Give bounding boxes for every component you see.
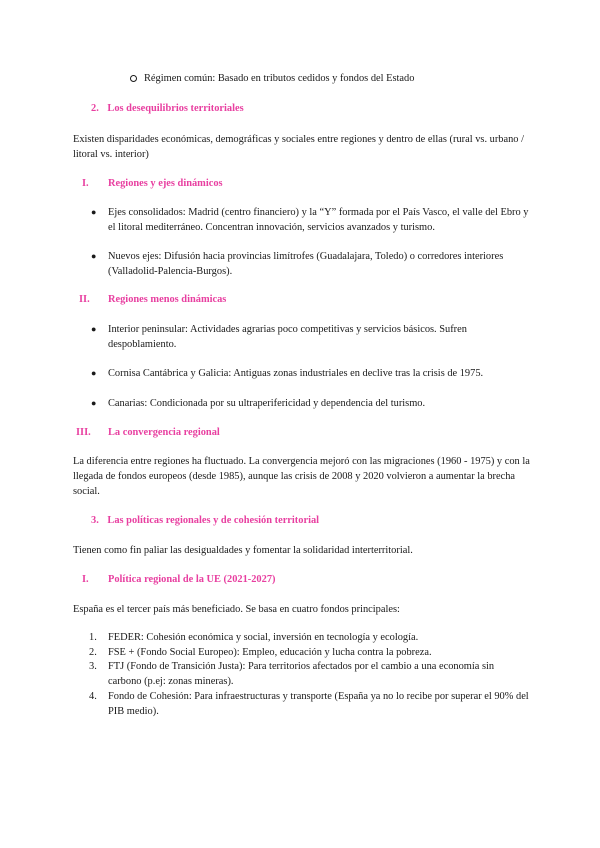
section-3-heading bbox=[91, 513, 319, 528]
numbered-item-number: 2. bbox=[89, 647, 97, 658]
list-item-text: Ejes consolidados: Madrid (centro financiero) y la “Y” formada por el País Vasco, el valle del Ebro y el litoral mediterráneo. Concentran innovación, servicios avanzados y turismo. bbox=[108, 207, 529, 233]
section-3-title: Las políticas regionales y de cohesión territorial bbox=[107, 515, 320, 526]
list-item-text: Nuevos ejes: Difusión hacia provincias limítrofes (Guadalajara, Toledo) o corredores interiores (Valladolid-Palencia-Burgos). bbox=[108, 251, 504, 277]
subsection-4-heading bbox=[82, 572, 276, 587]
subsection-1-heading bbox=[82, 176, 223, 191]
subsection-3-number: III. bbox=[76, 427, 91, 438]
sub-list-item-text: Régimen común: Basado en tributos cedidos y fondos del Estado bbox=[144, 73, 415, 84]
section-3-number: 3. bbox=[91, 515, 99, 526]
numbered-item-text: Fondo de Cohesión: Para infraestructuras y transporte (España ya no lo recibe por superar el 90% del PIB medio). bbox=[108, 691, 529, 717]
numbered-item-number: 1. bbox=[89, 632, 97, 643]
circle-bullet-icon bbox=[130, 75, 137, 82]
bullet-icon: ● bbox=[91, 398, 97, 408]
bullet-icon: ● bbox=[91, 207, 97, 217]
numbered-item-text: FSE + (Fondo Social Europeo): Empleo, educación y lucha contra la pobreza. bbox=[108, 647, 432, 658]
section-2-title: Los desequilibrios territoriales bbox=[107, 103, 244, 114]
bullet-icon: ● bbox=[91, 251, 97, 261]
subsection-3-title: La convergencia regional bbox=[108, 427, 220, 438]
subsection-4-intro: España es el tercer país más beneficiado. Se basa en cuatro fondos principales: bbox=[73, 604, 400, 615]
subsection-2-title: Regiones menos dinámicas bbox=[108, 294, 227, 305]
bullet-icon: ● bbox=[91, 324, 97, 334]
section-2-heading bbox=[91, 101, 244, 116]
subsection-1-title: Regiones y ejes dinámicos bbox=[108, 178, 223, 189]
section-2-number: 2. bbox=[91, 103, 99, 114]
subsection-4-number: I. bbox=[82, 574, 89, 585]
bullet-icon: ● bbox=[91, 368, 97, 378]
subsection-2-heading bbox=[79, 292, 227, 307]
numbered-item-text: FTJ (Fondo de Transición Justa): Para territorios afectados por el cambio a una economía sin carbono (p.ej: zonas mineras). bbox=[108, 661, 495, 687]
list-item-text: Canarias: Condicionada por su ultraperiferiсidad y dependencia del turismo. bbox=[108, 398, 426, 409]
section-2-intro: Existen disparidades económicas, demográficas y sociales entre regiones y dentro de ellas (rural vs. urbano / litoral vs. interior) bbox=[73, 134, 524, 160]
subsection-4-title: Política regional de la UE (2021-2027) bbox=[108, 574, 276, 585]
list-item-text: Cornisa Cantábrica y Galicia: Antiguas zonas industriales en declive tras la crisis de 1975. bbox=[108, 368, 484, 379]
list-item-text: Interior peninsular: Actividades agrarias poco competitivas y servicios básicos. Sufren despoblamiento. bbox=[108, 324, 467, 350]
section-3-intro: Tienen como fin paliar las desigualdades y fomentar la solidaridad interterritorial. bbox=[73, 545, 413, 556]
numbered-item-number: 4. bbox=[89, 691, 97, 702]
subsection-3-heading bbox=[76, 425, 220, 440]
numbered-item-number: 3. bbox=[89, 661, 97, 672]
subsection-3-text: La diferencia entre regiones ha fluctuado. La convergencia mejoró con las migraciones (1960 - 1975) y con la llegada de fondos europeos (desde 1985), aunque las crisis de 2008 y 2020 volvieron a aumentar la brecha social. bbox=[73, 456, 530, 497]
subsection-2-number: II. bbox=[79, 294, 90, 305]
numbered-item-text: FEDER: Cohesión económica y social, inversión en tecnología y ecología. bbox=[108, 632, 419, 643]
subsection-1-number: I. bbox=[82, 178, 89, 189]
